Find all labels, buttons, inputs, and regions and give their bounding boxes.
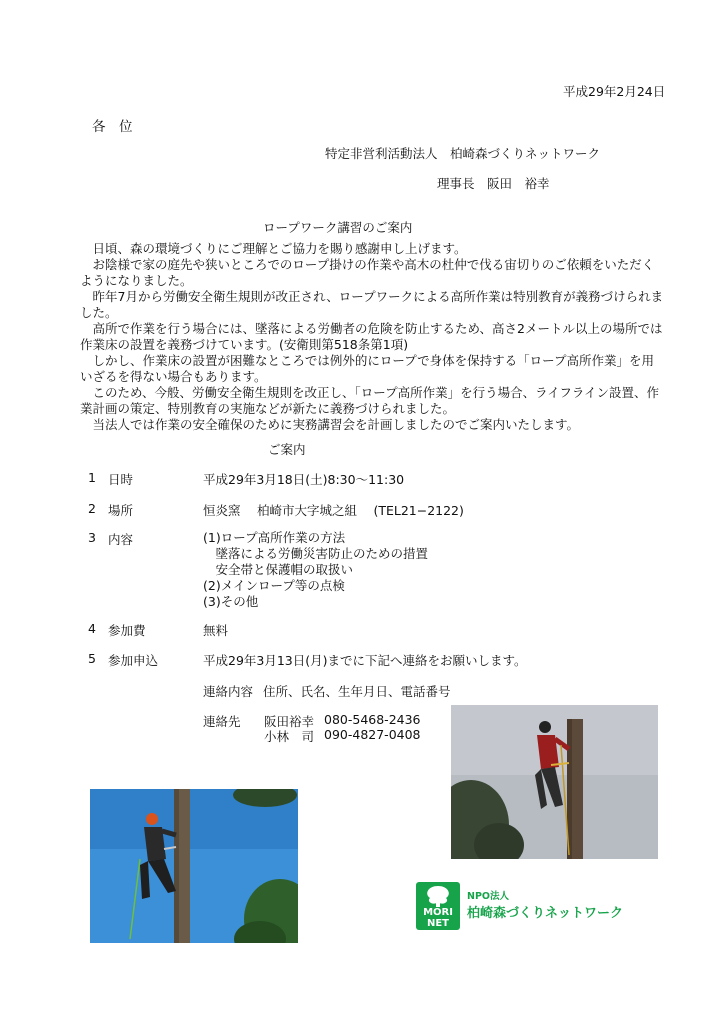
item-label: 参加申込 bbox=[108, 653, 159, 668]
content-line: (1)ロープ高所作業の方法 bbox=[203, 530, 346, 545]
item-value: 平成29年3月18日(土)8:30〜11:30 bbox=[203, 472, 405, 487]
contact-info-value: 住所、氏名、生年月日、電話番号 bbox=[263, 684, 451, 699]
content-line: 安全帯と保護帽の取扱い bbox=[203, 562, 354, 577]
body-text bbox=[80, 241, 665, 433]
item-number: 1 bbox=[88, 470, 96, 485]
contact-phone: 090-4827-0408 bbox=[324, 727, 421, 742]
item-number: 2 bbox=[88, 501, 96, 516]
item-value bbox=[203, 530, 428, 610]
item-value: 平成29年3月13日(月)までに下記へ連絡をお願いします。 bbox=[203, 653, 527, 668]
addressee: 各 位 bbox=[92, 119, 133, 135]
item-value: 恒炎窯 柏崎市大字城之組 (TEL21−2122) bbox=[203, 503, 464, 518]
body-paragraph: 当法人では作業の安全確保のために実務講習会を計画しましたのでご案内いたします。 bbox=[92, 417, 580, 432]
body-paragraph: しかし、作業床の設置が困難なところでは例外的にロープで身体を保持する「ロープ高所作業」を用いざるを得ない場合もあります。 bbox=[80, 353, 655, 384]
logo-organization-name: 柏崎森づくりネットワーク bbox=[467, 906, 624, 921]
item-label: 内容 bbox=[108, 532, 134, 547]
guide-heading: ご案内 bbox=[268, 442, 306, 457]
item-number: 3 bbox=[88, 530, 96, 545]
document-date: 平成29年2月24日 bbox=[563, 84, 666, 99]
contact-info bbox=[203, 682, 451, 700]
photo-climber-left bbox=[90, 789, 298, 943]
content-line: (2)メインロープ等の点検 bbox=[203, 578, 345, 593]
organization-name: 特定非営利活動法人 柏崎森づくりネットワーク bbox=[325, 146, 601, 161]
tree-icon bbox=[416, 884, 460, 908]
logo-text-mori: MORI bbox=[423, 907, 453, 918]
body-paragraph: 日頃、森の環境づくりにご理解とご協力を賜り感謝申し上げます。 bbox=[92, 241, 467, 256]
mori-net-logo bbox=[416, 882, 460, 930]
photo-climber-right bbox=[451, 705, 658, 859]
contact-label: 連絡先 bbox=[203, 714, 241, 729]
chairman-name: 理事長 阪田 裕幸 bbox=[437, 176, 550, 191]
item-number: 4 bbox=[88, 621, 96, 636]
contact-name: 阪田裕幸 bbox=[264, 714, 315, 729]
document-title: ロープワーク講習のご案内 bbox=[263, 220, 413, 235]
item-label: 場所 bbox=[108, 503, 134, 518]
contact-phone: 080-5468-2436 bbox=[324, 712, 421, 727]
body-paragraph: お陰様で家の庭先や狭いところでのロープ掛けの作業や高木の杜仲で伐る宙切りのご依頼をいただくようになりました。 bbox=[80, 257, 655, 288]
item-number: 5 bbox=[88, 651, 96, 666]
body-paragraph: 昨年7月から労働安全衛生規則が改正され、ロープワークによる高所作業は特別教育が義務づけられました。 bbox=[80, 289, 664, 320]
contact-name: 小林 司 bbox=[264, 729, 315, 744]
content-line: (3)その他 bbox=[203, 594, 259, 609]
contact-info-label: 連絡内容 bbox=[203, 684, 254, 699]
logo-npo-label: NPO法人 bbox=[467, 891, 509, 902]
content-line: 墜落による労働災害防止のための措置 bbox=[203, 546, 429, 561]
item-label: 日時 bbox=[108, 472, 134, 487]
logo-text-net: NET bbox=[426, 918, 450, 929]
item-value: 無料 bbox=[203, 623, 229, 638]
body-paragraph: このため、今般、労働安全衛生規則を改正し、「ロープ高所作業」を行う場合、ライフライン設置、作業計画の策定、特別教育の実施などが新たに義務づけられました。 bbox=[80, 385, 660, 416]
body-paragraph: 高所で作業を行う場合には、墜落による労働者の危険を防止するため、高さ2メートル以上の場所では作業床の設置を義務づけています。(安衛則第518条第1項) bbox=[80, 321, 663, 352]
item-label: 参加費 bbox=[108, 623, 146, 638]
